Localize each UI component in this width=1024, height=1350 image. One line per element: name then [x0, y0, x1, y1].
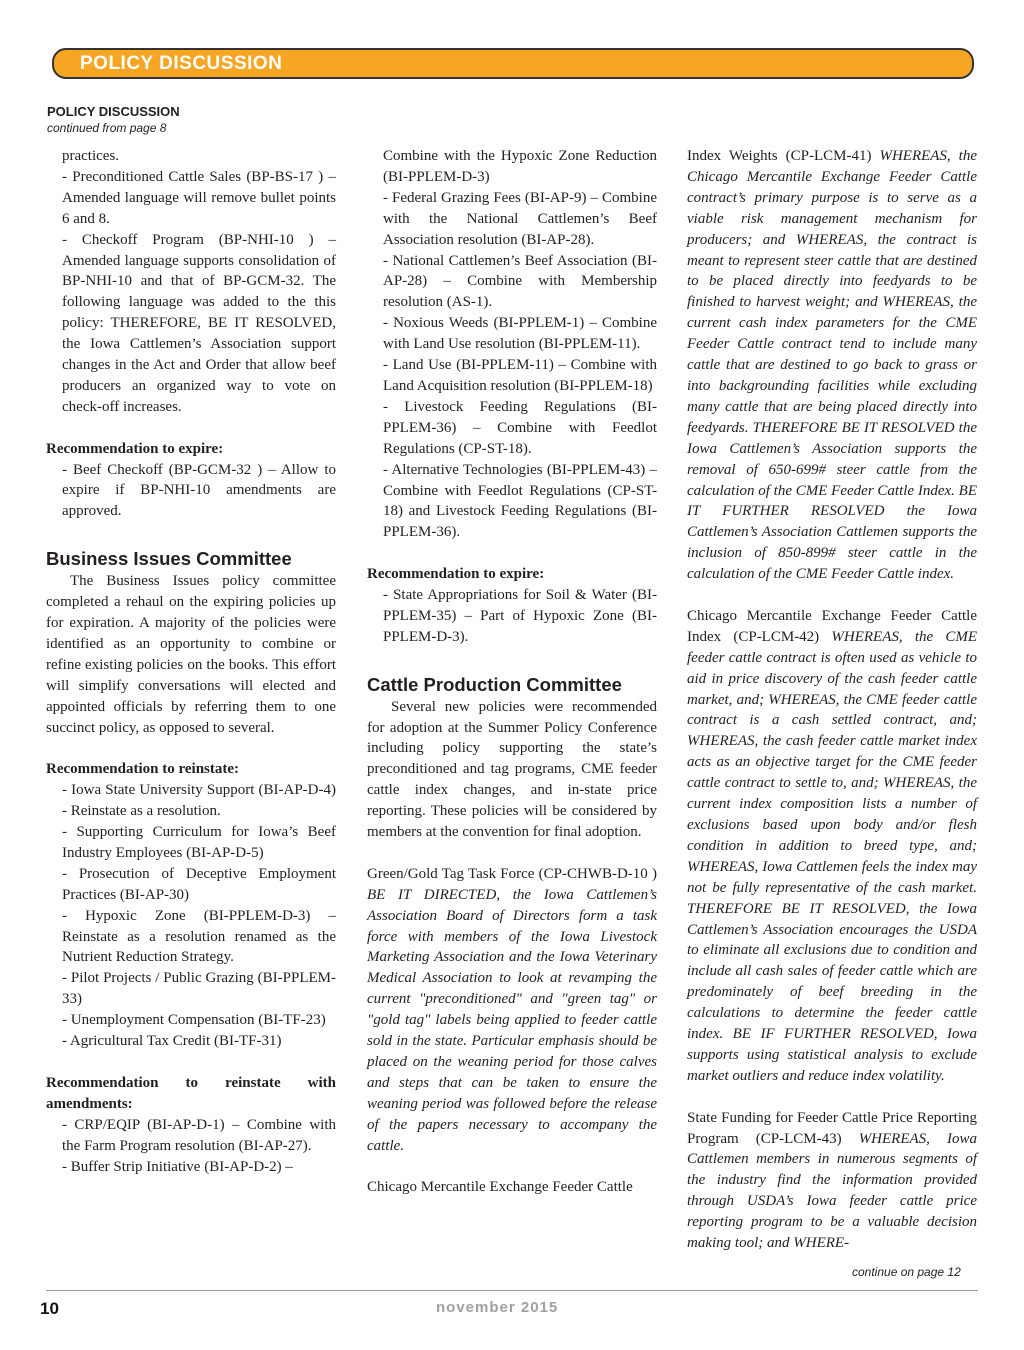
column-1	[46, 146, 336, 1177]
list-item: - Buffer Strip Initiative (BI-AP-D-2) –	[62, 1158, 293, 1175]
list-item: - Pilot Projects / Public Grazing (BI-PPLEM-33)	[62, 970, 336, 1008]
column-2	[367, 146, 657, 1198]
list-item: - Hypoxic Zone (BI-PPLEM-D-3) – Reinstate as a resolution renamed as the Nutrient Reduction Strategy.	[62, 907, 336, 966]
subheading: Recommendation to reinstate with amendments:	[46, 1074, 336, 1112]
text-line: practices.	[62, 148, 120, 164]
list-item: - State Appropriations for Soil & Water (BI-PPLEM-35) – Part of Hypoxic Zone (BI-PPLEM-D-3).	[383, 587, 657, 645]
subheading: Recommendation to expire:	[367, 566, 545, 583]
list-item: - Land Use (BI-PPLEM-11) – Combine with Land Acquisition resolution (BI-PPLEM-18)	[383, 357, 657, 394]
policy-text: WHEREAS, Iowa Cattlemen members in numerous segments of the industry find the information provided through USDA’s Iowa feeder cattle price reporting program to be a valuable decision making tool; and WHERE-	[687, 1130, 978, 1252]
policy-text: WHEREAS, the CME feeder cattle contract is often used as vehicle to aid in price discovery of the cash feeder cattle market, and; WHEREAS, the CME feeder cattle contract is a cash settled contract, and; WHEREAS, the cash feeder cattle market index acts as an objective target for the CME feeder cattle contract to settle to, and; WHEREAS, the current index composition lists a number of exclusions based upon body and/or flesh condition in addition to breed type, and; WHEREAS, Iowa Cattlemen feels the index may not be fully representative of the cash market. THEREFORE BE IT RESOLVED, the Iowa Cattlemen’s Association encourages the USDA to eliminate all exclusions due to condition and include all cash sales of feeder cattle which are predominately of beef breeding in the calculations to determine the feeder cattle index. BE IF FURTHER RESOLVED, Iowa supports using statistical analysis to exclude market outliers and reduce index volatility.	[687, 628, 977, 1084]
list-item: - Beef Checkoff (BP-GCM-32 ) – Allow to expire if BP-NHI-10 amendments are approved.	[62, 461, 336, 520]
policy-title: Chicago Mercantile Exchange Feeder Cattle	[367, 1179, 633, 1196]
list-item: - CRP/EQIP (BI-AP-D-1) – Combine with the Farm Program resolution (BI-AP-27).	[62, 1116, 336, 1154]
policy-paragraph	[687, 606, 977, 1087]
committee-heading: Cattle Production Committee	[367, 673, 622, 695]
list-item: - Federal Grazing Fees (BI-AP-9) – Combine with the National Cattlemen’s Beef Association resolution (BI-AP-28).	[383, 189, 657, 248]
subheading: Recommendation to reinstate:	[46, 761, 240, 778]
list-item: - Unemployment Compensation (BI-TF-23)	[62, 1012, 326, 1029]
list-item: - Livestock Feeding Regulations (BI-PPLEM-36) – Combine with Feedlot Regulations (CP-ST-18).	[383, 398, 657, 457]
list-item: - Iowa State University Support (BI-AP-D-4) - Reinstate as a resolution.	[62, 782, 336, 820]
list-item: - Alternative Technologies (BI-PPLEM-43) – Combine with Feedlot Regulations (CP-ST-18) and Livestock Feeding Regulations (BI-PPLEM-36).	[383, 461, 657, 541]
list-item: - Prosecution of Deceptive Employment Practices (BI-AP-30)	[62, 865, 336, 903]
policy-text: WHEREAS, the Chicago Mercantile Exchange Feeder Cattle contract’s primary purpose is to serve as a viable risk management mechanism for producers; and WHEREAS, the contract is meant to represent steer cattle that are destined to be placed directly into feedyards to be finished to harvest weight; and WHEREAS, the current cash index parameters for the CME Feeder Cattle contract tend to include many cattle that are destined to go back to grass or into backgrounding facilities while excluding many cattle that are being placed directly into feedyards. THEREFORE BE IT RESOLVED the Iowa Cattlemen’s Association supports the removal of 650-699# steer cattle from the calculation of the CME Feeder Cattle Index. BE IT FURTHER RESOLVED the Iowa Cattlemen’s Association Cattlemen supports the inclusion of 850-899# steer cattle in the calculation of the CME Feeder Cattle index.	[687, 148, 977, 583]
list-item: - Preconditioned Cattle Sales (BP-BS-17 ) – Amended language will remove bullet points 6 and 8.	[62, 168, 336, 227]
banner-title: POLICY DISCUSSION	[80, 53, 283, 74]
subheading: Recommendation to expire:	[46, 440, 224, 457]
list-item: - Agricultural Tax Credit (BI-TF-31)	[62, 1033, 282, 1050]
policy-paragraph	[367, 864, 657, 1157]
policy-paragraph	[687, 146, 977, 585]
policy-title: Index Weights (CP-LCM-41)	[687, 148, 872, 164]
policy-title: State Funding for Feeder Cattle Price Reporting Program (CP-LCM-43)	[687, 1109, 977, 1147]
list-item: - Checkoff Program (BP-NHI-10 ) – Amended language supports consolidation of BP-NHI-10 and that of BP-GCM-32. The following language was added to the this policy: THEREFORE, BE IT RESOLVED, the Iowa Cattlemen’s Association support changes in the Act and Order that allow beef producers an organized way to vote on check-off increases.	[62, 231, 336, 415]
paragraph: The Business Issues policy committee completed a rehaul on the expiring policies up for expiration. A majority of the policies were identified as an opportunity to combine or refine existing policies on the books. This effort will simplify conversations will elected and appointed officials by referring them to one succinct policy, as opposed to several.	[46, 573, 336, 736]
policy-title: Chicago Mercantile Exchange Feeder Cattle Index (CP-LCM-42)	[687, 607, 977, 645]
section-label: POLICY DISCUSSION	[47, 104, 180, 119]
list-item: - National Cattlemen’s Beef Association (BI-AP-28) – Combine with Membership resolution (AS-1).	[383, 252, 657, 311]
list-item: - Noxious Weeds (BI-PPLEM-1) – Combine with Land Use resolution (BI-PPLEM-11).	[383, 315, 657, 353]
list-item: Combine with the Hypoxic Zone Reduction (BI-PPLEM-D-3)	[383, 148, 657, 185]
policy-title: Green/Gold Tag Task Force (CP-CHWB-D-10 )	[367, 865, 657, 882]
continue-note: continue on page 12	[852, 1265, 961, 1279]
committee-heading: Business Issues Committee	[46, 548, 292, 570]
column-3	[687, 146, 977, 1254]
list-item: - Supporting Curriculum for Iowa’s Beef Industry Employees (BI-AP-D-5)	[62, 824, 336, 861]
policy-paragraph	[687, 1108, 977, 1254]
section-banner	[52, 48, 974, 79]
continued-from: continued from page 8	[47, 121, 167, 135]
policy-text: BE IT DIRECTED, the Iowa Cattlemen’s Association Board of Directors form a task force with members of the Iowa Livestock Marketing Association and the Iowa Veterinary Medical Association to look at revamping the current "preconditioned" and "green tag" or "gold tag" labels being applied to feeder cattle sold in the state. Particular emphasis should be placed on the weaning period for those calves and steps that can be taken to ensure the weaning period was followed before the release of the papers necessary to accompany the cattle.	[367, 886, 657, 1154]
paragraph: Several new policies were recommended for adoption at the Summer Policy Conference including policy supporting the state’s preconditioned and tag programs, CME feeder cattle index changes, and in-state price reporting. These policies will be considered by members at the convention for final adoption.	[367, 698, 657, 841]
footer-rule	[46, 1290, 978, 1291]
issue-date: november 2015	[436, 1299, 559, 1316]
page-number: 10	[40, 1299, 59, 1318]
